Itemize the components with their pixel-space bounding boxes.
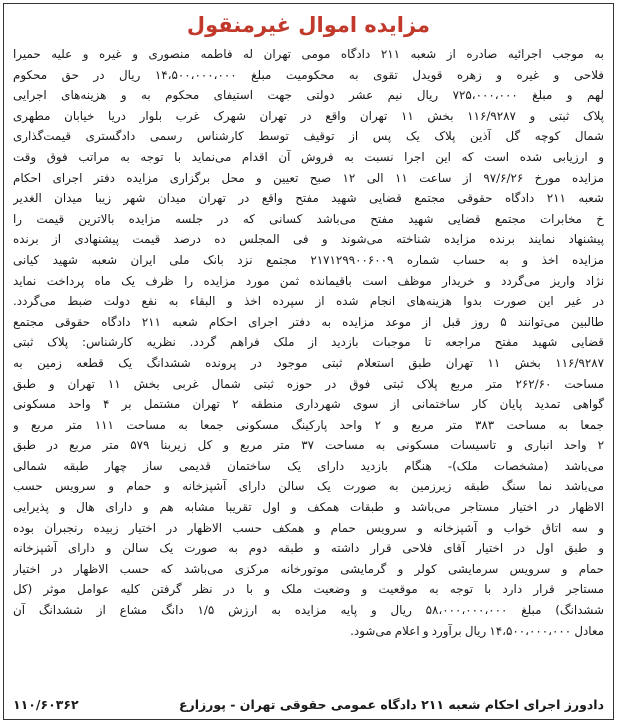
notice-line: مستاجر قرار دارد با توجه به موقعیت و وضعیت ملک و با در نظر گرفتن کلیه عوامل موثر (کل — [13, 582, 604, 597]
notice-line: نژاد واریز می‌گردد و خریدار موظف است باقیمانده ثمن مورد مزایده را ظرف یک ماه پرداخت نماید — [13, 273, 604, 288]
notice-line: لهم و مبلغ ۷۲۵،۰۰۰،۰۰۰ ریال نیم عشر دولتی جهت استیفای محکوم به و هزینه‌های اجرایی — [13, 88, 604, 103]
reference-code: ۱۱۰/۶۰۳۶۲ — [13, 696, 79, 712]
notice-line: مزایده مورخ ۹۷/۶/۲۶ از ساعت ۱۱ الی ۱۲ صبح تعیین و محل برگزاری مزایده دفتر اجرای احکام — [13, 170, 604, 185]
notice-line: شمال کوچه گل آذین پلاک یک پس از توقیف توسط کارشناس رسمی دادگستری قیمت‌گذاری — [13, 129, 604, 144]
notice-line: می‌باشد (مشخصات ملک)- هنگام بازدید دارای یک ساختمان قدیمی ساز چهار طبقه شمالی — [13, 458, 604, 473]
notice-line: الاظهار در اختیار مستاجر می‌باشد و طبقات همکف و اول تقریبا مشابه هم و دارای هال و پذیرایی — [13, 500, 604, 515]
notice-body — [13, 44, 604, 641]
notice-line: مساحت ۲۶۲/۶۰ متر مربع پلاک ثبتی فوق در حوزه ثبتی شمال غربی بخش ۱۱ تهران و طبق — [13, 376, 604, 391]
notice-line: شعبه ۲۱۱ دادگاه حقوقی مجتمع قضایی شهید مفتح واقع در تهران میدان شهر زیبا میدان الغدیر — [13, 191, 604, 206]
notice-line: ۲ واحد انباری و تاسیسات مسکونی به مساحت ۳۷ متر مربع و کل زیربنا ۵۷۹ متر مربع در طبق — [13, 438, 604, 453]
notice-footer — [13, 692, 604, 716]
notice-line: طالبین می‌توانند ۵ روز قبل از موعد مزایده به دفتر اجرای احکام شعبه ۲۱۱ دادگاه حقوقی مجتمع — [13, 314, 604, 329]
notice-line: پیشنهاد نمایند برنده مزایده شناخته می‌شوند و فی المجلس ده درصد قیمت پیشنهادی از برنده — [13, 232, 604, 247]
notice-line: در غیر این صورت بدوا هزینه‌های انجام شده از سپرده اخذ و البقاء به نفع دولت ضبط می‌گردد. — [13, 294, 604, 309]
notice-title: مزایده اموال غیرمنقول — [186, 13, 431, 37]
notice-line: قضایی شهید مفتح مراجعه تا موجبات بازدید از ملک فراهم گردد. نظریه کارشناس: پلاک ثبتی — [13, 335, 604, 350]
notice-line: خ مخابرات مجتمع قضایی شهید مفتح می‌باشد کسانی که در جلسه مزایده بالاترین قیمت را — [13, 211, 604, 226]
legal-notice — [3, 3, 614, 720]
notice-line: پلاک ثبتی و ۱۱۶/۹۲۸۷ بخش ۱۱ تهران واقع در تهران شهرک غرب بلوار دریا خیابان مطهری — [13, 108, 604, 123]
notice-line: ۱۱۶/۹۲۸۷ بخش ۱۱ تهران طبق استعلام ثبتی موجود در پرونده ششدانگ یک قطعه زمین به — [13, 355, 604, 370]
notice-line: گواهی تمدید پایان کار ساختمانی از سوی شهرداری منطقه ۲ تهران مشتمل بر ۴ واحد مسکونی — [13, 397, 604, 412]
notice-line: معادل ۱۴،۵۰۰،۰۰۰،۰۰۰ ریال برآورد و اعلام می‌شود. — [350, 623, 604, 638]
notice-line: می‌باشد نما سنگ طبقه زیرزمین به صورت یک سالن دارای آشپزخانه و حمام و سرویس حسب — [13, 479, 604, 494]
notice-line: و ارزیابی شده است که این اجرا نسبت به فروش آن اقدام می‌نماید با توجه به مراتب فوق وقت — [13, 149, 604, 164]
signature: دادورز اجرای احکام شعبه ۲۱۱ دادگاه عمومی حقوقی تهران - پورزارع — [178, 696, 604, 712]
notice-line: به موجب اجرائیه صادره از شعبه ۲۱۱ دادگاه مومی تهران له فاطمه منصوری و غیره و علیه حمیرا — [13, 47, 604, 61]
notice-line: و سه اتاق خواب و آشپزخانه و سرویس حمام و همکف حسب الاظهار در اختیار زبیده رنجبران بوده — [13, 520, 604, 535]
notice-line: فلاحی و غیره و زهره قویدل تقوی به محکومیت مبلغ ۱۴،۵۰۰،۰۰۰،۰۰۰ ریال در حق محکوم — [13, 67, 604, 82]
notice-line: و طبق اول در اختیار آقای فلاحی قرار داشته و طبقه دوم به صورت یک سالن و دارای آشپزخانه — [13, 541, 604, 556]
notice-line: ششدانگ) مبلغ ۵۸،۰۰۰،۰۰۰،۰۰۰ ریال و پایه مزایده به ارزش ۱/۵ دانگ مشاع از ششدانگ آن — [13, 603, 604, 618]
notice-line: مزایده اخذ و به حساب شماره ۲۱۷۱۲۹۹۰۰۶۰۰۹ مجتمع نزد بانک ملی ایران شعبه شهید کیانی — [13, 252, 604, 267]
notice-line: حمام و سرویس سرمایشی کولر و گرمایشی موتورخانه مرکزی می‌باشد که حسب الاظهار در اختیار — [13, 561, 604, 576]
notice-line: جمعا به مساحت ۳۸۳ متر مربع و ۲ واحد پارکینگ مسکونی جمعا به مساحت ۱۱۱ متر مربع و — [13, 417, 604, 432]
